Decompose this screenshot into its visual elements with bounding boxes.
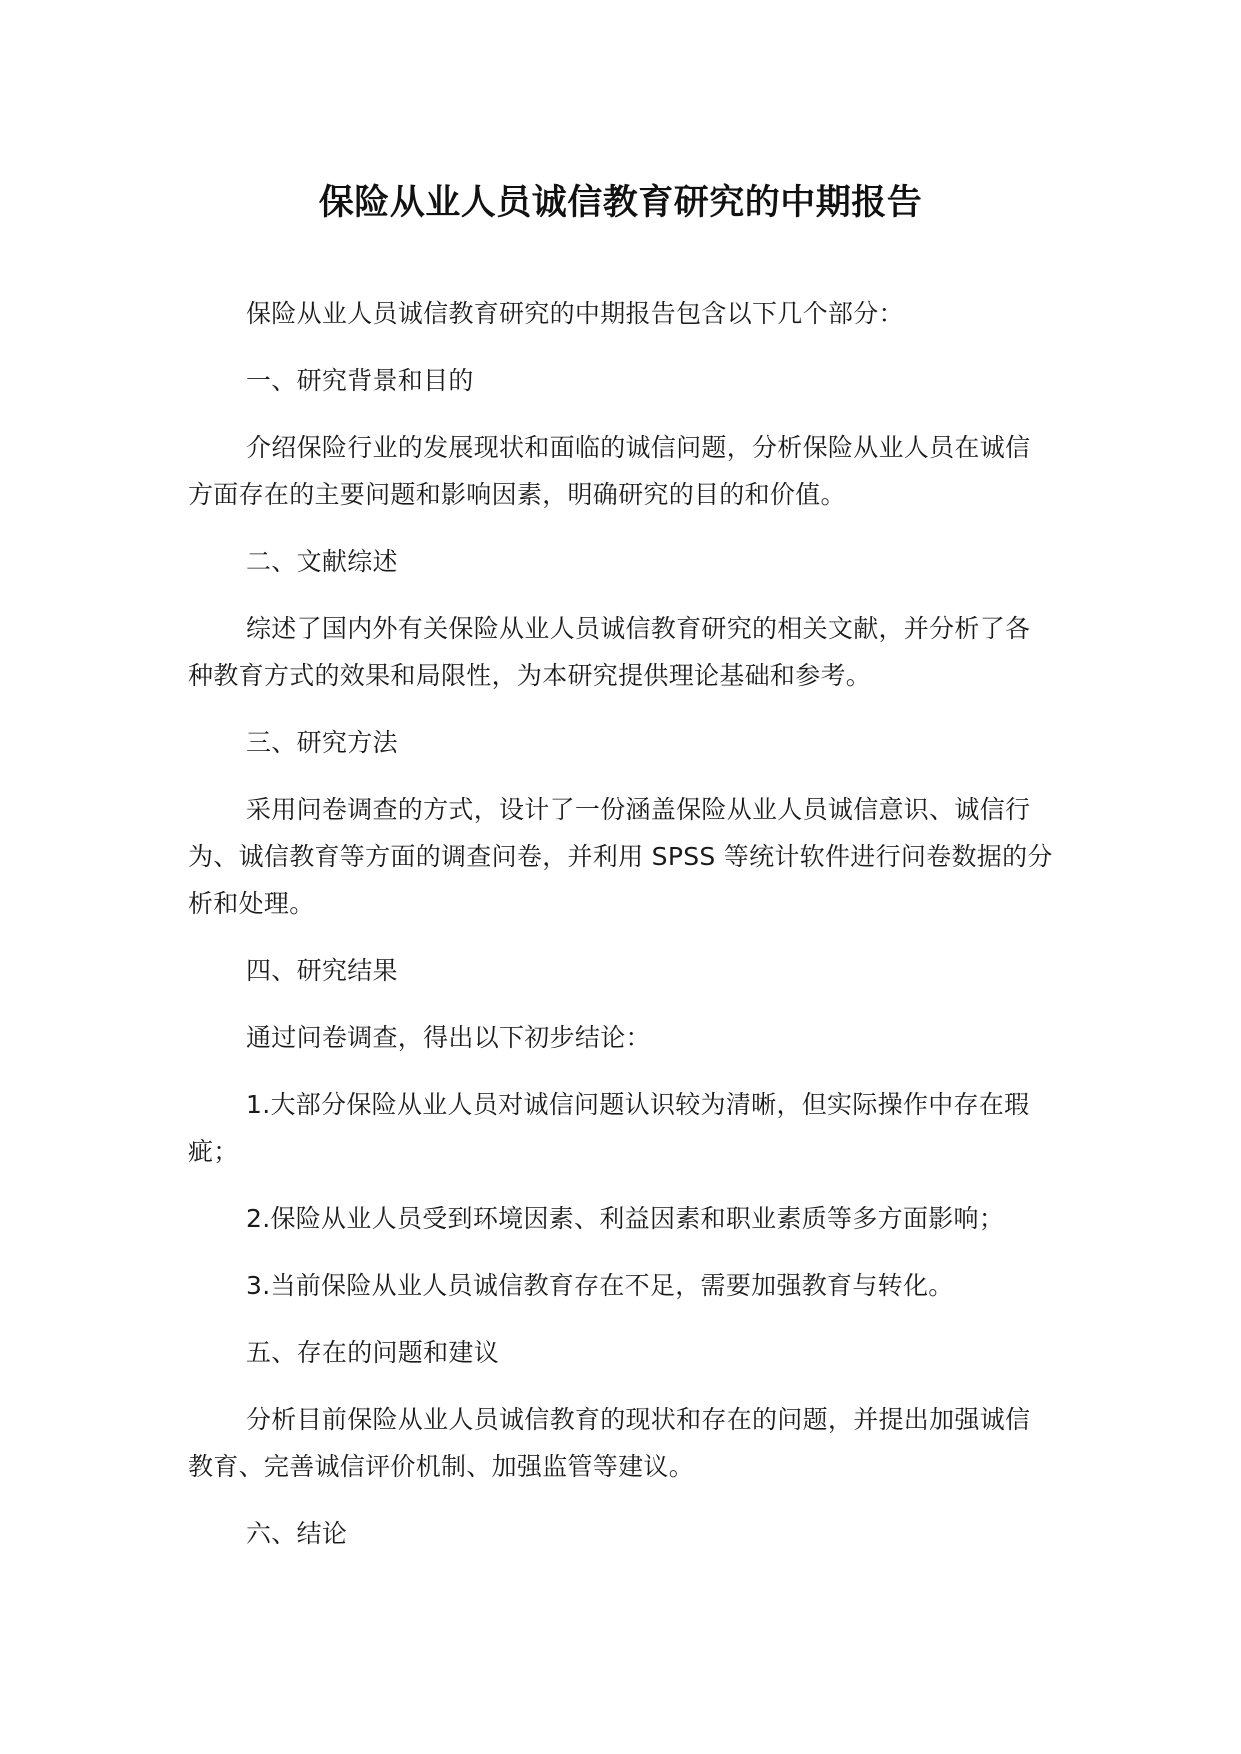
document-title: 保险从业人员诚信教育研究的中期报告 (318, 183, 923, 223)
section-paragraph-method: 采用问卷调查的方式，设计了一份涵盖保险从业人员诚信意识、诚信行为、诚信教育等方面的调查问卷，并利用 SPSS 等统计软件进行问卷数据的分析和处理。 (188, 795, 1053, 918)
result-item-3: 3.当前保险从业人员诚信教育存在不足，需要加强教育与转化。 (246, 1271, 954, 1300)
section-heading-conclusion: 六、结论 (246, 1519, 348, 1548)
section-paragraph-literature: 综述了国内外有关保险从业人员诚信教育研究的相关文献，并分析了各种教育方式的效果和局限性，为本研究提供理论基础和参考。 (188, 614, 1031, 690)
intro-paragraph: 保险从业人员诚信教育研究的中期报告包含以下几个部分： (246, 299, 904, 328)
result-item-1: 1.大部分保险从业人员对诚信问题认识较为清晰，但实际操作中存在瑕疵； (188, 1090, 1030, 1166)
section-paragraph-issues: 分析目前保险从业人员诚信教育的现状和存在的问题，并提出加强诚信教育、完善诚信评价机制、加强监管等建议。 (188, 1405, 1031, 1481)
section-heading-literature: 二、文献综述 (246, 547, 398, 576)
section-paragraph-results-intro: 通过问卷调查，得出以下初步结论： (246, 1023, 651, 1052)
result-item-2: 2.保险从业人员受到环境因素、利益因素和职业素质等多方面影响； (246, 1204, 1005, 1233)
section-paragraph-background: 介绍保险行业的发展现状和面临的诚信问题，分析保险从业人员在诚信方面存在的主要问题和影响因素，明确研究的目的和价值。 (188, 433, 1031, 509)
section-heading-issues: 五、存在的问题和建议 (246, 1338, 500, 1367)
document-body (188, 290, 1054, 1577)
section-heading-results: 四、研究结果 (246, 956, 398, 985)
section-heading-background: 一、研究背景和目的 (246, 366, 474, 395)
section-heading-method: 三、研究方法 (246, 728, 398, 757)
